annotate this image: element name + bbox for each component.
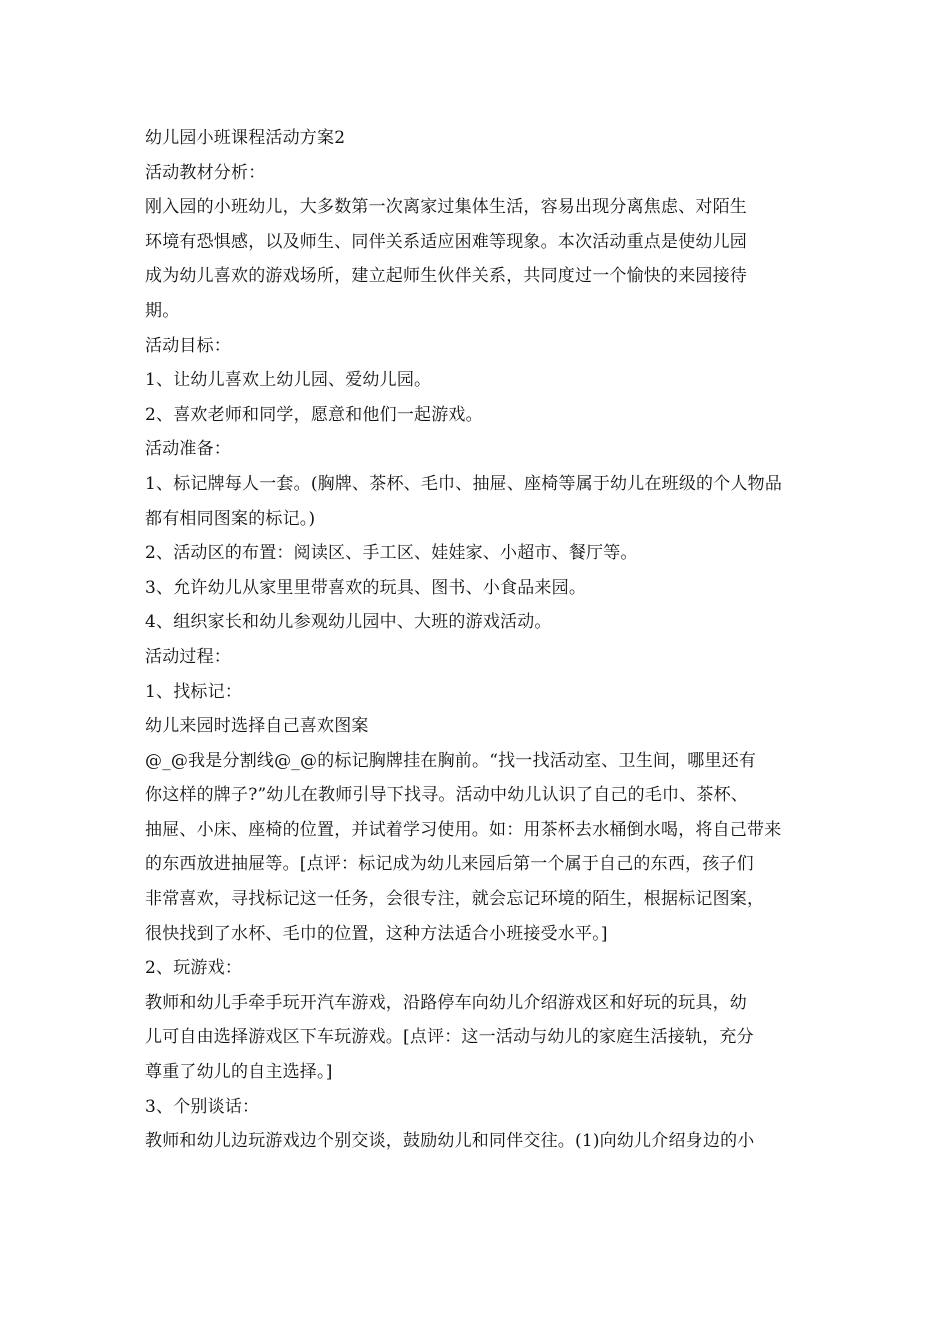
process-step-heading: 1、找标记： xyxy=(145,681,243,702)
document-title: 幼儿园小班课程活动方案2 xyxy=(145,128,346,148)
process-step-heading: 3、个别谈话： xyxy=(145,1096,260,1117)
preparation-item: 3、允许幼儿从家里里带喜欢的玩具、图书、小食品来园。 xyxy=(145,577,587,598)
paragraph-line: 环境有恐惧感，以及师生、同伴关系适应困难等现象。本次活动重点是使幼儿园 xyxy=(145,231,747,252)
preparation-item: 1、标记牌每人一套。(胸牌、茶杯、毛巾、抽屉、座椅等属于幼儿在班级的个人物品 xyxy=(145,473,783,494)
paragraph-line: 尊重了幼儿的自主选择。] xyxy=(145,1062,333,1083)
preparation-item: 2、活动区的布置：阅读区、手工区、娃娃家、小超市、餐厅等。 xyxy=(145,543,638,564)
goal-item: 2、喜欢老师和同学，愿意和他们一起游戏。 xyxy=(145,404,483,425)
goal-item: 1、让幼儿喜欢上幼儿园、爱幼儿园。 xyxy=(145,370,432,391)
process-step-heading: 2、玩游戏： xyxy=(145,958,243,979)
preparation-item: 4、组织家长和幼儿参观幼儿园中、大班的游戏活动。 xyxy=(145,612,552,633)
section-heading-preparation: 活动准备： xyxy=(145,439,231,460)
section-heading-material-analysis: 活动教材分析： xyxy=(145,162,266,183)
paragraph-line: 教师和幼儿边玩游戏边个别交谈，鼓励幼儿和同伴交往。(1)向幼儿介绍身边的小 xyxy=(145,1131,755,1152)
paragraph-line: 成为幼儿喜欢的游戏场所，建立起师生伙伴关系，共同度过一个愉快的来园接待 xyxy=(145,266,747,287)
section-heading-goals: 活动目标： xyxy=(145,335,231,356)
paragraph-line: 抽屉、小床、座椅的位置，并试着学习使用。如：用茶杯去水桶倒水喝，将自己带来 xyxy=(145,819,782,840)
paragraph-line: 刚入园的小班幼儿，大多数第一次离家过集体生活，容易出现分离焦虑、对陌生 xyxy=(145,197,747,218)
paragraph-line: 你这样的牌子?”幼儿在教师引导下找寻。活动中幼儿认识了自己的毛巾、茶杯、 xyxy=(145,785,749,806)
paragraph-line: 很快找到了水杯、毛巾的位置，这种方法适合小班接受水平。] xyxy=(145,923,608,944)
paragraph-line: 非常喜欢，寻找标记这一任务，会很专注，就会忘记环境的陌生，根据标记图案， xyxy=(145,889,765,910)
section-heading-process: 活动过程： xyxy=(145,646,231,667)
paragraph-line: 的东西放进抽屉等。[点评：标记成为幼儿来园后第一个属于自己的东西，孩子们 xyxy=(145,854,754,875)
paragraph-line: 儿可自由选择游戏区下车玩游戏。[点评：这一活动与幼儿的家庭生活接轨，充分 xyxy=(145,1027,754,1048)
preparation-item: 都有相同图案的标记。) xyxy=(145,508,316,529)
paragraph-line: 教师和幼儿手牵手玩开汽车游戏，沿路停车向幼儿介绍游戏区和好玩的玩具，幼 xyxy=(145,992,747,1013)
paragraph-line: 幼儿来园时选择自己喜欢图案 xyxy=(145,716,369,737)
paragraph-line: 期。 xyxy=(145,300,180,321)
document-body xyxy=(145,121,810,1159)
paragraph-line: @_@我是分割线@_@的标记胸牌挂在胸前。“找一找活动室、卫生间，哪里还有 xyxy=(145,750,757,771)
